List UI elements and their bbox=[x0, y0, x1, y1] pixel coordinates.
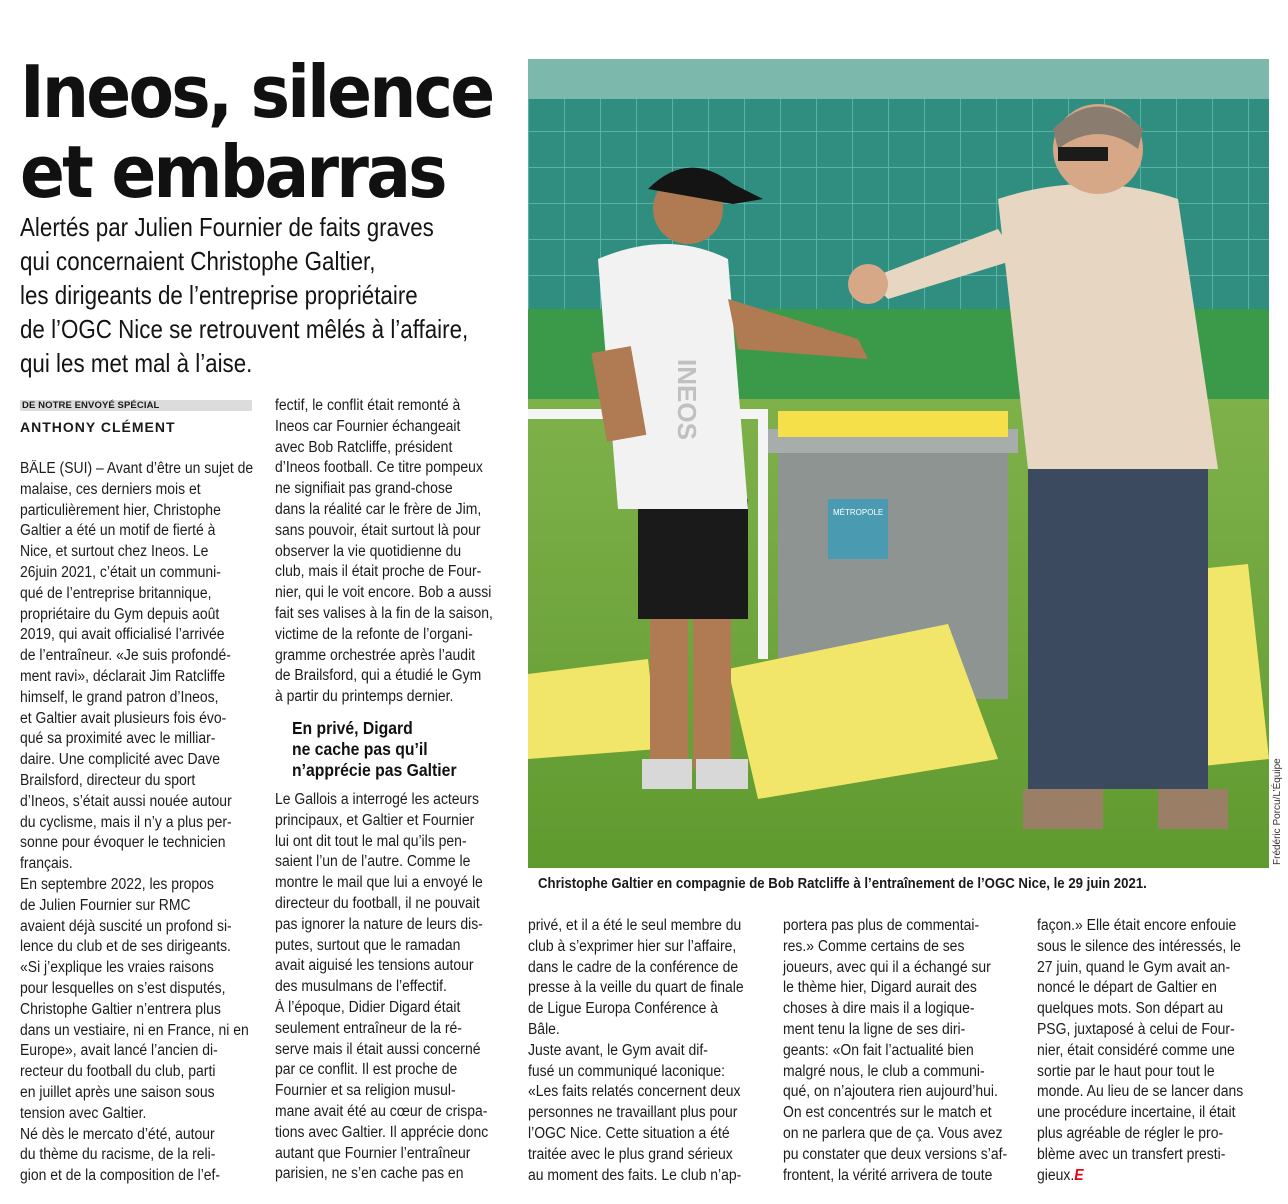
text-line: propriétaire du Gym depuis août bbox=[20, 605, 220, 623]
text-line: frontent, la vérité arrivera de toute bbox=[783, 1166, 993, 1184]
text-line: avait aiguisé les tensions autour bbox=[275, 957, 474, 975]
training-scene-illustration bbox=[528, 59, 1269, 868]
text-line: joueurs, avec qui il a échangé sur bbox=[783, 958, 991, 976]
subheading-line: n’apprécie pas Galtier bbox=[292, 760, 457, 780]
bin-label: MÉTROPOLE bbox=[833, 508, 884, 517]
headline bbox=[20, 50, 493, 214]
text-line: nier, était considéré comme une bbox=[1037, 1041, 1235, 1059]
text-line: Nice, et surtout chez Ineos. Le bbox=[20, 543, 209, 561]
text-line: recteur du football du club, parti bbox=[20, 1063, 216, 1081]
text-line: observer la vie quotidienne du bbox=[275, 542, 462, 560]
text-line: Juste avant, le Gym avait dif- bbox=[528, 1041, 708, 1059]
text-line: au moment des faits. Le club n’ap- bbox=[528, 1166, 742, 1184]
text-line: de l’entraîneur. «Je suis profondé- bbox=[20, 647, 231, 665]
text-line: sans pouvoir, était surtout là pour bbox=[275, 521, 481, 539]
text-line: le thème hier, Digard aurait des bbox=[783, 979, 977, 997]
article-column-2a bbox=[275, 396, 508, 708]
text-line: traitée avec le plus grand sérieux bbox=[528, 1145, 733, 1163]
text-line: de Ligue Europa Conférence à bbox=[528, 1000, 719, 1018]
text-line: fait ses valises à la fin de la saison, bbox=[275, 604, 493, 622]
text-line: victime de la refonte de l’organi- bbox=[275, 625, 473, 643]
text-line: plus agréable de régler le pro- bbox=[1037, 1124, 1224, 1142]
text-line: qué sa proximité avec le milliar- bbox=[20, 730, 216, 748]
text-line: dans un vestiaire, ni en France, ni en bbox=[20, 1021, 249, 1039]
text-line: seulement entraîneur de la ré- bbox=[275, 1019, 462, 1037]
text-line: directeur du football, il ne pouvait bbox=[275, 894, 480, 912]
text-line: sous le silence des intéressés, le bbox=[1037, 937, 1241, 955]
text-line: personnes ne travaillant plus pour bbox=[528, 1104, 738, 1122]
text-line: gieux.E bbox=[1037, 1166, 1084, 1184]
text-line: noncé le départ de Galtier en bbox=[1037, 979, 1217, 997]
text-line: choses à dire mais il a logique- bbox=[783, 1000, 975, 1018]
text-line: principaux, et Galtier et Fournier bbox=[275, 811, 475, 829]
text-line: Brailsford, directeur du sport bbox=[20, 771, 196, 789]
text-line: fusé un communiqué laconique: bbox=[528, 1062, 725, 1080]
text-line: l’OGC Nice. Cette situation a été bbox=[528, 1124, 730, 1142]
article-photo bbox=[528, 59, 1269, 868]
headline-line-1: Ineos, silence bbox=[20, 50, 493, 134]
text-line: quelques mots. Son départ au bbox=[1037, 1000, 1224, 1018]
text-line: gramme orchestrée après l’audit bbox=[275, 646, 476, 664]
text-line: presse à la veille du quart de finale bbox=[528, 979, 744, 997]
text-line: avec Bob Ratcliffe, président bbox=[275, 438, 453, 456]
article-column-4 bbox=[783, 916, 1016, 1186]
text-line: montre le mail que lui a envoyé le bbox=[275, 874, 483, 892]
end-mark-icon: E bbox=[1074, 1166, 1084, 1184]
text-line: mane avait été au cœur de crispa- bbox=[275, 1102, 488, 1120]
text-line: monde. Au lieu de se lancer dans bbox=[1037, 1083, 1244, 1101]
text-line: autant que Fournier l’entraîneur bbox=[275, 1144, 471, 1162]
text-line: lui ont dit tout le mal qu’ils pen- bbox=[275, 832, 467, 850]
text-line: de Julien Fournier sur RMC bbox=[20, 896, 191, 914]
byline: ANTHONY CLÉMENT bbox=[20, 419, 176, 435]
text-line: tions avec Galtier. Il apprécie donc bbox=[275, 1123, 489, 1141]
text-line: PSG, juxtaposé à celui de Four- bbox=[1037, 1020, 1235, 1038]
deck-line: les dirigeants de l’entreprise propriétaire bbox=[20, 280, 418, 310]
text-line: dans le cadre de la conférence de bbox=[528, 958, 739, 976]
kicker: DE NOTRE ENVOYÉ SPÉCIAL bbox=[22, 400, 160, 411]
text-line: Christophe Galtier n’entrera plus bbox=[20, 1000, 221, 1018]
text-line: qué, on n’ajoutera rien aujourd’hui. bbox=[783, 1083, 998, 1101]
text-line: Galtier a été un motif de fierté à bbox=[20, 522, 216, 540]
text-line: 27 juin, quand le Gym avait an- bbox=[1037, 958, 1231, 976]
text-line: particulièrement hier, Christophe bbox=[20, 501, 221, 519]
text-line: BÂLE (SUI) – Avant d’être un sujet de bbox=[20, 460, 254, 477]
headline-line-2: et embarras bbox=[20, 130, 445, 214]
text-line: himself, le grand patron d’Ineos, bbox=[20, 688, 219, 706]
deck-line: de l’OGC Nice se retrouvent mêlés à l’affaire, bbox=[20, 314, 469, 344]
deck-line: qui concernaient Christophe Galtier, bbox=[20, 246, 376, 276]
text-line: res.» Comme certains de ses bbox=[783, 937, 965, 955]
text-line: Fournier et sa religion musul- bbox=[275, 1082, 456, 1100]
deck-line: Alertés par Julien Fournier de faits graves bbox=[20, 212, 434, 242]
text-line: À l’époque, Didier Digard était bbox=[275, 998, 461, 1016]
text-line: du thème du racisme, de la reli- bbox=[20, 1146, 216, 1164]
text-line: ne signifiait pas grand-chose bbox=[275, 480, 453, 498]
text-line: de Brailsford, qui a étudié le Gym bbox=[275, 667, 482, 685]
text-line: privé, et il a été le seul membre du bbox=[528, 917, 742, 934]
text-line: club, mais il était proche de Four- bbox=[275, 563, 482, 581]
text-line: Bâle. bbox=[528, 1020, 560, 1038]
text-line: saient l’un de l’autre. Comme le bbox=[275, 853, 471, 871]
text-line: «Si j’explique les vraies raisons bbox=[20, 959, 214, 977]
deck bbox=[20, 210, 520, 380]
text-line: 26juin 2021, c’était un communi- bbox=[20, 563, 221, 581]
text-line: «Les faits relatés concernent deux bbox=[528, 1083, 741, 1101]
article-column-3 bbox=[528, 916, 761, 1186]
text-line: une procédure incertaine, il était bbox=[1037, 1104, 1236, 1122]
text-line: malaise, ces derniers mois et bbox=[20, 480, 201, 498]
text-line: en juillet après une saison sous bbox=[20, 1083, 215, 1101]
text-line: pas ignorer la nature de leurs dis- bbox=[275, 915, 483, 933]
text-line: à partir du printemps dernier. bbox=[275, 688, 454, 706]
text-line: daire. Une complicité avec Dave bbox=[20, 751, 221, 769]
text-line: d’Ineos football. Ce titre pompeux bbox=[275, 459, 483, 477]
text-line: geants: «On fait l’actualité bien bbox=[783, 1041, 974, 1059]
text-line: putes, surtout que le ramadan bbox=[275, 936, 461, 954]
text-line: club à s’exprimer hier sur l’affaire, bbox=[528, 937, 737, 955]
text-line: des musulmans de l’effectif. bbox=[275, 978, 447, 996]
photo-caption: Christophe Galtier en compagnie de Bob Ratcliffe à l’entraînement de l’OGC Nice, le 29 juin 2021. bbox=[538, 875, 1147, 892]
text-line: En septembre 2022, les propos bbox=[20, 875, 214, 893]
shirt-text: INEOS bbox=[672, 359, 702, 440]
deck-line: qui les met mal à l’aise. bbox=[20, 348, 253, 378]
text-line: par ce conflit. Il est proche de bbox=[275, 1061, 458, 1079]
text-line: 2019, qui avait officialisé l’arrivée bbox=[20, 626, 225, 644]
text-line: sortie par le haut pour tout le bbox=[1037, 1062, 1215, 1080]
text-line: blème avec un transfert presti- bbox=[1037, 1145, 1226, 1163]
text-line: nier, qui le voit encore. Bob a aussi bbox=[275, 584, 492, 602]
text-line: ment tenu la ligne de ses diri- bbox=[783, 1020, 966, 1038]
text-line: du cyclisme, mais il n’y a plus per- bbox=[20, 813, 232, 831]
text-line: et Galtier avait plusieurs fois évo- bbox=[20, 709, 227, 727]
article-column-1 bbox=[20, 459, 253, 1187]
text-line: portera pas plus de commentai- bbox=[783, 917, 980, 934]
text-line: façon.» Elle était encore enfouie bbox=[1037, 917, 1237, 934]
photo-credit-text: Frédéric Porcu/L’Équipe bbox=[1272, 758, 1283, 865]
article-column-2b bbox=[275, 790, 508, 1185]
text-line: Le Gallois a interrogé les acteurs bbox=[275, 791, 479, 808]
text-line: malgré nous, le club a communi- bbox=[783, 1062, 985, 1080]
text-line: dans la réalité car le frère de Jim, bbox=[275, 500, 482, 518]
text-line: fectif, le conflit était remonté à bbox=[275, 397, 461, 414]
text-line: Europe», avait lancé l’ancien di- bbox=[20, 1042, 218, 1060]
text-line: Ineos car Fournier échangeait bbox=[275, 417, 461, 435]
subheading-line: En privé, Digard bbox=[292, 718, 413, 738]
text-line: lence du club et de ses dirigeants. bbox=[20, 938, 231, 956]
text-line: tension avec Galtier. bbox=[20, 1104, 147, 1122]
text-line: avaient déjà suscité un profond si- bbox=[20, 917, 232, 935]
text-line: Né dès le mercato d’été, autour bbox=[20, 1125, 215, 1143]
text-line: On est concentrés sur le match et bbox=[783, 1104, 992, 1122]
text-line: on ne parlera que de ça. Vous avez bbox=[783, 1124, 1003, 1142]
text-line: sonne pour évoquer le technicien bbox=[20, 834, 226, 852]
text-line: français. bbox=[20, 855, 73, 873]
text-line: serve mais il était aussi concerné bbox=[275, 1040, 481, 1058]
subheading-line: ne cache pas qu’il bbox=[292, 739, 428, 759]
text-line: gion et de la composition de l’ef- bbox=[20, 1167, 221, 1185]
text-line: parisien, ne s’en cache pas en bbox=[275, 1165, 464, 1183]
text-line: pu constater que deux versions s’af- bbox=[783, 1145, 1008, 1163]
article-column-5 bbox=[1037, 916, 1270, 1186]
text-line: d’Ineos, s’était aussi nouée autour bbox=[20, 792, 232, 810]
subheading bbox=[292, 718, 475, 781]
text-line: qué de l’entreprise britannique, bbox=[20, 584, 212, 602]
text-line: pour lesquelles on s’est disputés, bbox=[20, 979, 226, 997]
text-line: ment ravi», déclarait Jim Ratcliffe bbox=[20, 667, 226, 685]
